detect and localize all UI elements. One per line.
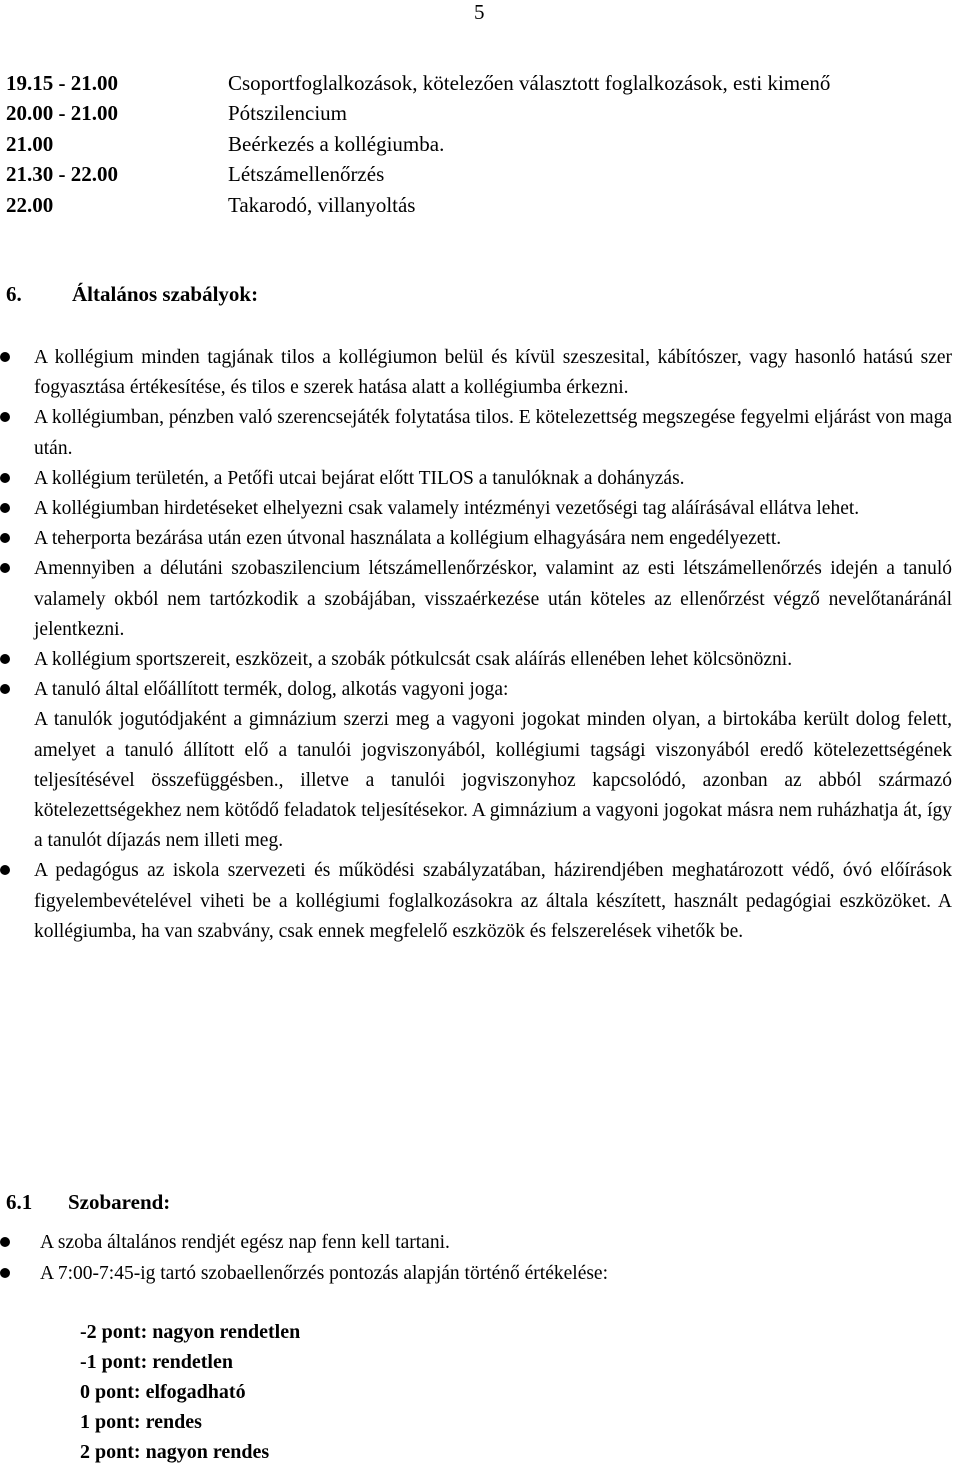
list-item bbox=[0, 464, 960, 494]
subsection-title: Szobarend: bbox=[68, 1190, 171, 1214]
schedule-activity: Létszámellenőrzés bbox=[228, 162, 385, 187]
list-item bbox=[0, 1258, 960, 1289]
schedule-time: 20.00 - 21.00 bbox=[6, 101, 118, 126]
schedule-activity: Csoportfoglalkozások, kötelezően választott foglalkozások, esti kimenő bbox=[228, 70, 831, 95]
schedule-time: 21.00 bbox=[6, 131, 54, 156]
bullet-icon bbox=[0, 684, 10, 694]
bullet-icon bbox=[0, 654, 10, 664]
bullet-icon bbox=[0, 412, 10, 422]
score-list bbox=[80, 1317, 300, 1467]
subsection-heading bbox=[6, 1190, 170, 1215]
rule-text: A kollégium minden tagjának tilos a kollégiumon belül és kívül szeszesital, kábítószer, vagy hasonló hatású szer fogyasztása értékesítése, és tilos e szerek hatása alatt a kollégiumba érkezni. bbox=[34, 347, 952, 399]
section-heading bbox=[6, 282, 258, 307]
bullet-icon bbox=[0, 1237, 10, 1247]
score-item: 2 pont: nagyon rendes bbox=[80, 1441, 270, 1463]
schedule-activity: Pótszilencium bbox=[228, 101, 347, 126]
rule-text: A pedagógus az iskola szervezeti és működési szabályzatában, házirendjében meghatározott védő, óvó előírások figyelembevételével viheti be a kollégiumi foglalkozásokra az általa készített, használt pedagógiai eszközöket. A kollégiumba, ha van szabvány, csak ennek megfelelő eszközök és felszerelések vihetők be. bbox=[34, 860, 952, 942]
rule-text: A tanuló által előállított termék, dolog, alkotás vagyoni joga: bbox=[34, 679, 509, 701]
score-item: -1 pont: rendetlen bbox=[80, 1351, 233, 1373]
schedule-row bbox=[6, 160, 956, 191]
page-number: 5 bbox=[474, 0, 485, 24]
bullet-icon bbox=[0, 865, 10, 875]
schedule-table bbox=[6, 68, 956, 221]
schedule-row bbox=[6, 68, 956, 99]
schedule-row bbox=[6, 190, 956, 221]
bullet-icon bbox=[0, 563, 10, 573]
rule-text: A kollégiumban, pénzben való szerencsejáték folytatása tilos. E kötelezettség megszegése fegyelmi eljárást von maga után. bbox=[34, 407, 952, 459]
bullet-icon bbox=[0, 473, 10, 483]
schedule-row bbox=[6, 99, 956, 130]
subsection-number: 6.1 bbox=[6, 1190, 33, 1214]
rule-text: A teherporta bezárása után ezen útvonal használata a kollégium elhagyására nem engedélyezett. bbox=[34, 528, 782, 550]
bullet-icon bbox=[0, 533, 10, 543]
list-item bbox=[0, 403, 960, 463]
schedule-activity: Takarodó, villanyoltás bbox=[228, 192, 416, 217]
list-item bbox=[0, 1227, 960, 1258]
property-rights-text: A tanulók jogutódjaként a gimnázium szerzi meg a vagyoni jogokat minden olyan, a birtokába került dolog felett, amelyet a tanuló állított elő a tanulói jogviszonyából, kollégiumi tagsági viszonyából eredő kötelezettségének teljesítésével összefüggésben., illetve a tanulói jogviszonyhoz kapcsolódó, azonban az abból származó kötelezettségekhez nem kötődő feladatok teljesítésekor. A gimnázium a vagyoni jogokat másra nem ruházhatja át, így a tanulót díjazás nem illeti meg. bbox=[34, 709, 952, 852]
room-rule-text: A szoba általános rendjét egész nap fenn kell tartani. bbox=[40, 1232, 450, 1253]
rule-text: Amennyiben a délutáni szobaszilencium létszámellenőrzéskor, valamint az esti létszámellenőrzés idején a tanuló valamely okból nem tartózkodik a szobájában, visszaérkezése után köteles az ellenőrzést végző nevelőtanáránál jelentkezni. bbox=[34, 558, 952, 640]
list-item bbox=[0, 343, 960, 403]
list-item bbox=[0, 675, 960, 856]
rule-text: A kollégiumban hirdetéseket elhelyezni csak valamely intézményi vezetőségi tag aláírásával ellátva lehet. bbox=[34, 498, 860, 520]
score-item: 1 pont: rendes bbox=[80, 1411, 202, 1433]
list-item bbox=[0, 494, 960, 524]
bullet-icon bbox=[0, 503, 10, 513]
schedule-time: 21.30 - 22.00 bbox=[6, 162, 118, 187]
list-item bbox=[0, 856, 960, 947]
list-item bbox=[0, 645, 960, 675]
rule-text: A kollégium sportszereit, eszközeit, a szobák pótkulcsát csak aláírás ellenében lehet kölcsönözni. bbox=[34, 649, 793, 671]
rule-text: A kollégium területén, a Petőfi utcai bejárat előtt TILOS a tanulóknak a dohányzás. bbox=[34, 467, 685, 489]
bullet-icon bbox=[0, 352, 10, 362]
schedule-time: 19.15 - 21.00 bbox=[6, 70, 118, 95]
section-number: 6. bbox=[6, 282, 22, 306]
list-item bbox=[0, 554, 960, 645]
general-rules-list bbox=[0, 343, 960, 947]
schedule-activity: Beérkezés a kollégiumba. bbox=[228, 131, 445, 156]
schedule-row bbox=[6, 129, 956, 160]
schedule-time: 22.00 bbox=[6, 192, 54, 217]
room-rules-list bbox=[0, 1227, 960, 1289]
section-title: Általános szabályok: bbox=[72, 282, 259, 306]
score-item: -2 pont: nagyon rendetlen bbox=[80, 1321, 301, 1343]
room-rule-text: A 7:00-7:45-ig tartó szobaellenőrzés pontozás alapján történő értékelése: bbox=[40, 1263, 609, 1284]
score-item: 0 pont: elfogadható bbox=[80, 1381, 246, 1403]
list-item bbox=[0, 524, 960, 554]
bullet-icon bbox=[0, 1268, 10, 1278]
